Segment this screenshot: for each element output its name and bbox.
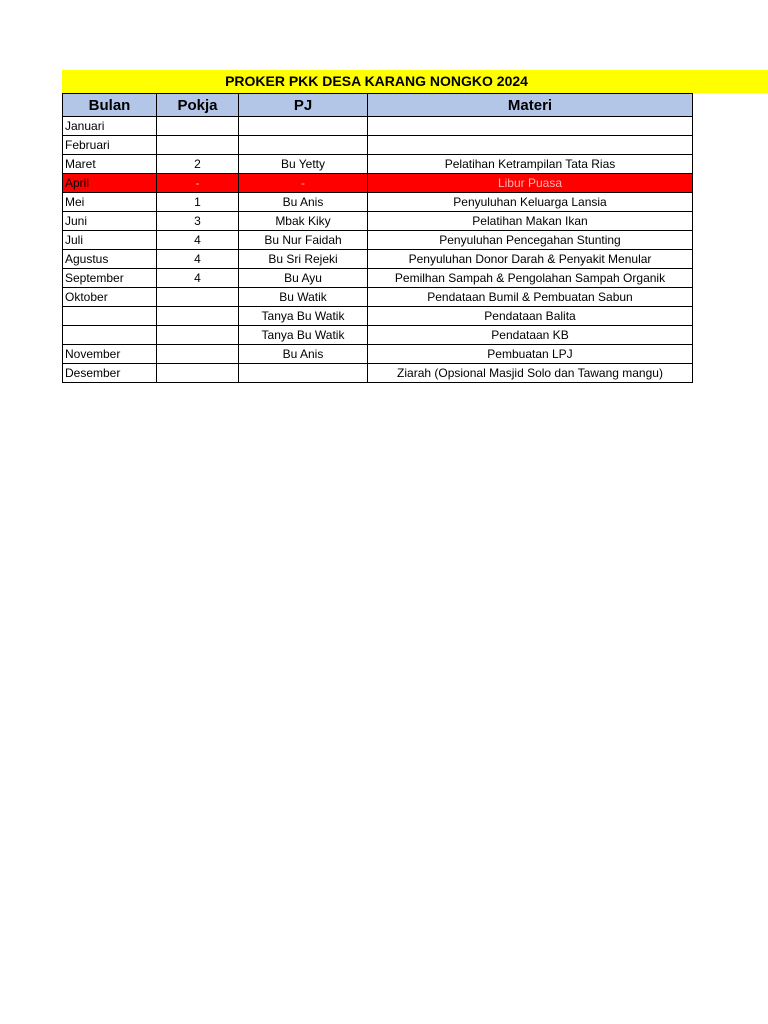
table-row xyxy=(63,307,693,326)
table-row xyxy=(63,326,693,345)
table-row xyxy=(63,231,693,250)
cell-pokja[interactable]: 1 xyxy=(157,193,239,212)
header-bulan[interactable]: Bulan xyxy=(63,94,157,117)
cell-materi[interactable]: Pemilhan Sampah & Pengolahan Sampah Organik xyxy=(368,269,693,288)
cell-pj[interactable]: Bu Sri Rejeki xyxy=(239,250,368,269)
table-row xyxy=(63,345,693,364)
cell-bulan[interactable]: Oktober xyxy=(63,288,157,307)
cell-pj[interactable]: Bu Anis xyxy=(239,345,368,364)
cell-pj[interactable] xyxy=(239,364,368,383)
cell-pokja[interactable] xyxy=(157,117,239,136)
table-row xyxy=(63,212,693,231)
cell-pokja[interactable] xyxy=(157,345,239,364)
cell-pokja[interactable] xyxy=(157,364,239,383)
cell-bulan[interactable]: Februari xyxy=(63,136,157,155)
title-banner xyxy=(62,70,768,93)
sheet-title: PROKER PKK DESA KARANG NONGKO 2024 xyxy=(225,73,528,89)
cell-materi[interactable]: Penyuluhan Pencegahan Stunting xyxy=(368,231,693,250)
cell-pj[interactable]: Bu Yetty xyxy=(239,155,368,174)
cell-pokja[interactable]: 2 xyxy=(157,155,239,174)
cell-bulan[interactable]: Juli xyxy=(63,231,157,250)
cell-materi[interactable] xyxy=(368,117,693,136)
cell-materi[interactable]: Ziarah (Opsional Masjid Solo dan Tawang mangu) xyxy=(368,364,693,383)
cell-pj[interactable] xyxy=(239,117,368,136)
cell-materi[interactable]: Pelatihan Makan Ikan xyxy=(368,212,693,231)
cell-materi[interactable]: Pembuatan LPJ xyxy=(368,345,693,364)
cell-pj[interactable]: Tanya Bu Watik xyxy=(239,307,368,326)
table-row xyxy=(63,250,693,269)
cell-pj[interactable]: Bu Anis xyxy=(239,193,368,212)
cell-bulan[interactable] xyxy=(63,326,157,345)
cell-bulan[interactable]: Januari xyxy=(63,117,157,136)
cell-pokja[interactable] xyxy=(157,326,239,345)
cell-bulan[interactable] xyxy=(63,307,157,326)
cell-materi[interactable]: Penyuluhan Keluarga Lansia xyxy=(368,193,693,212)
cell-materi[interactable]: Pelatihan Ketrampilan Tata Rias xyxy=(368,155,693,174)
table-row xyxy=(63,117,693,136)
cell-pj[interactable] xyxy=(239,136,368,155)
cell-pj[interactable]: Bu Nur Faidah xyxy=(239,231,368,250)
cell-materi[interactable]: Penyuluhan Donor Darah & Penyakit Menular xyxy=(368,250,693,269)
header-pokja[interactable]: Pokja xyxy=(157,94,239,117)
cell-bulan[interactable]: Mei xyxy=(63,193,157,212)
cell-pokja[interactable]: 4 xyxy=(157,231,239,250)
cell-materi[interactable]: Pendataan KB xyxy=(368,326,693,345)
cell-materi[interactable] xyxy=(368,136,693,155)
table-row-highlighted xyxy=(63,174,693,193)
table-row xyxy=(63,155,693,174)
cell-pokja[interactable]: 3 xyxy=(157,212,239,231)
cell-pokja[interactable] xyxy=(157,136,239,155)
cell-pokja[interactable]: 4 xyxy=(157,250,239,269)
table-row xyxy=(63,136,693,155)
cell-materi[interactable]: Pendataan Balita xyxy=(368,307,693,326)
proker-table xyxy=(62,93,693,383)
table-row xyxy=(63,364,693,383)
cell-pokja[interactable] xyxy=(157,307,239,326)
cell-pj[interactable]: Bu Watik xyxy=(239,288,368,307)
table-row xyxy=(63,193,693,212)
cell-bulan[interactable]: Desember xyxy=(63,364,157,383)
cell-bulan[interactable]: September xyxy=(63,269,157,288)
table-row xyxy=(63,288,693,307)
cell-materi[interactable]: Pendataan Bumil & Pembuatan Sabun xyxy=(368,288,693,307)
cell-pj[interactable]: - xyxy=(239,174,368,193)
cell-pj[interactable]: Tanya Bu Watik xyxy=(239,326,368,345)
header-materi[interactable]: Materi xyxy=(368,94,693,117)
cell-pokja[interactable]: - xyxy=(157,174,239,193)
cell-pokja[interactable]: 4 xyxy=(157,269,239,288)
cell-bulan[interactable]: April xyxy=(63,174,157,193)
cell-pj[interactable]: Bu Ayu xyxy=(239,269,368,288)
cell-materi[interactable]: Libur Puasa xyxy=(368,174,693,193)
cell-pj[interactable]: Mbak Kiky xyxy=(239,212,368,231)
cell-bulan[interactable]: Agustus xyxy=(63,250,157,269)
cell-bulan[interactable]: November xyxy=(63,345,157,364)
cell-bulan[interactable]: Maret xyxy=(63,155,157,174)
cell-bulan[interactable]: Juni xyxy=(63,212,157,231)
header-row xyxy=(63,94,693,117)
header-pj[interactable]: PJ xyxy=(239,94,368,117)
cell-pokja[interactable] xyxy=(157,288,239,307)
table-row xyxy=(63,269,693,288)
